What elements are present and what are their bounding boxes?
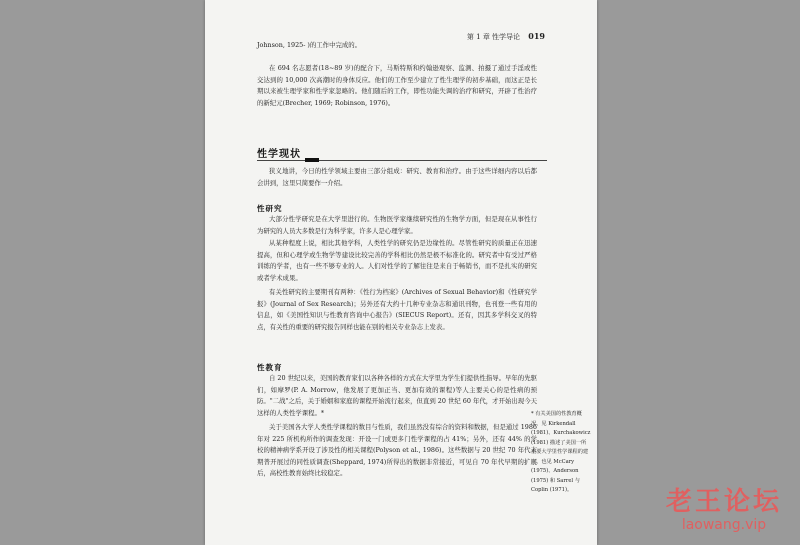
paragraph-overview: 狭义地讲，今日的性学领域主要由三部分组成：研究、教育和治疗。由于这些详细内容以后都会讲到，这里只简要作一介绍。 — [257, 167, 537, 187]
margin-footnote: * 有关美国的性教育概况，见 Kirkendall (1981)、Kurchakowicz (1981) 描述了美国一所重要大学里性学课程的建立，也见 McCary (1975)、Anderson (1975) 和 Sarrel 与 Coplin (1971)。 — [531, 411, 591, 493]
paragraph-education-1: 自 20 世纪以来，美国的教育家们以各种各样的方式在大学里为学生们提供性指导。早年的先驱们，如摩罗(P. A. Morrow，他发展了更加正当、更加有效的课程)等人主要关心的是性病的预防。"二战"之后，关于婚姻和家庭的课程开始流行起来，但直到 20 世纪 60 年代，才开始出现今天这样的人类性学课程。* — [257, 374, 537, 417]
watermark-title: 老王论坛 — [665, 487, 782, 517]
subheading-research: 性研究 — [257, 204, 283, 213]
section-title: 性学现状 — [257, 149, 301, 160]
site-watermark — [666, 487, 782, 533]
running-title: 第 1 章 性学导论 — [466, 33, 521, 41]
paragraph-research-2: 从某种程度上说，相比其他学科，人类性学的研究仍是边缘性的。尽管性研究的质量正在迅速提高，但和心理学或生物学等建设比较完善的学科相比仍然是极不标准化的。研究者中有受过严格训练的学者，也有一些不够专业的人。人们对性学的了解往往是来自于畅销书，而不是扎实的研究或者学术成果。 — [257, 239, 537, 282]
paragraph-research-1: 大部分性学研究是在大学里进行的。生物医学家继续研究性的生物学方面，但是现在从事性行为研究的人员大多数是行为科学家，许多人是心理学家。 — [257, 215, 537, 235]
section-rule-marker — [305, 158, 319, 162]
paragraph-masters-johnson: 在 694 名志愿者(18~89 岁)的配合下，马斯特斯和约翰逊观察、监测、拍摄了通过手淫或性交达到的 10,000 次高潮时的身体反应。他们的工作至少建立了性生理学的初步基础，而这正是长期以来被生理学家和性学家忽略的。他们随后的工作，即性功能失调的治疗和研究，开辟了性治疗的新纪元(Brecher, 1969; Robinson, 1976)。 — [257, 64, 537, 107]
paragraph-research-3: 有关性研究的主要期刊有两种：《性行为档案》(Archives of Sexual Behavior)和《性研究学报》(Journal of Sex Research)；另外还有大约十几种专业杂志和通讯刊物，也刊登一些有用的信息，如《美国性知识与性教育咨询中心报告》(SIECUS Report)。还有，因其多学科交叉的特点，有关性的重要的研究报告同样也能在别的相关专业杂志上发表。 — [257, 288, 537, 331]
subheading-education: 性教育 — [257, 363, 283, 372]
paragraph-continuation: Johnson, 1925- )的工作中完成的。 — [257, 41, 362, 49]
paragraph-education-2: 关于美国各大学人类性学课程的数目与性质，我们虽然没有综合的资料和数据，但是通过 1986 年对 225 所机构所作的调查发现：开设一门或更多门性学课程的占 41%；另外，还有 44% 的学校的精神病学系开设了涉及性的相关课程(Polyson et al., 1986)。这些数据与 20 世纪 70 年代末期普开展过的同性质调查(Sheppard, 1974)所得出的数据非常接近，可见自 70 年代早期的扩展后，高校性教育始终比较稳定。 — [257, 423, 537, 477]
watermark-url: laowang.vip — [681, 517, 767, 533]
page-number: 019 — [528, 31, 545, 41]
section-rule — [257, 160, 547, 161]
